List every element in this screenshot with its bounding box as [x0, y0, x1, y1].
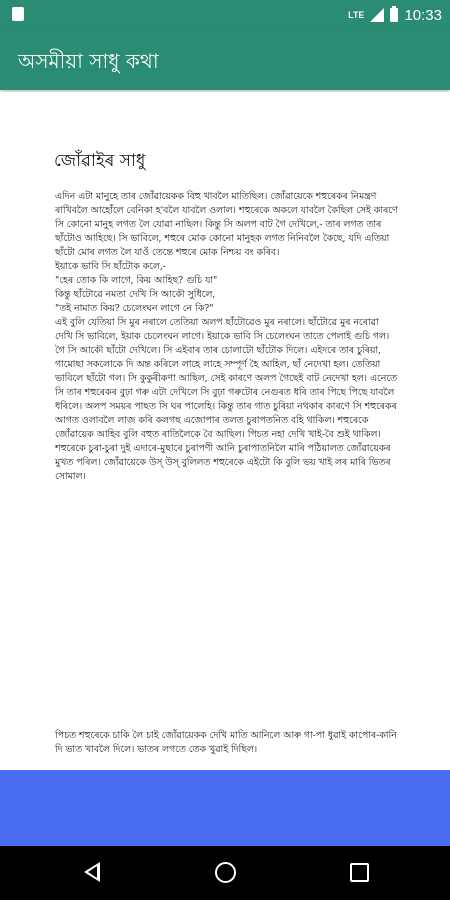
story-paragraph: কিন্তু ছাঁটোৱে নমতা দেখি সি আকৌ সুধিলে, — [55, 289, 216, 300]
ad-banner[interactable] — [0, 770, 450, 846]
story-content[interactable] — [0, 92, 450, 770]
clock: 10:33 — [404, 6, 442, 24]
story-paragraph: এই বুলি যেতিয়া সি মুৰ নৰালে তেতিয়া অলপ ছাঁটোৱেও মুৰ নৰালে। ছাঁটোৱে মুৰ নৰোৱা দেখি সি ভাবিলে, ইয়াক চেলেংঘন লাগে। ইয়াকে ভাবি সি চেলেংঘন তাতে পেলাই গুচি গল। গৈ সি আকৌ ছাঁটো দেখিলে। সি এইবাৰ তাৰ চোলাটো ছাঁটোক দিলে। এইদৰে তাৰ চুৰিয়া, গামোছা সকলোকে দি অন্ত কৰিলে লাহে লাহে সম্পূৰ্ণ হৈ আহিল, ছাঁ নেদেখা হল। তেতিয়া ভাবিলে ছাঁটো গল। সি কুকুৰীকণা আছিল, সেই কাৰণে অলপ গৈছেই বাট নেদেখা হল। এনেতে সি তাৰ শহুৰেকৰ বুঢ়া গৰু এটা দেখিলে সি বুঢ়া গৰুটোৰ নেগুৰত ধৰি তাৰ পিছে পিছে যাবলৈ ধৰিলে। অলপ সময়ৰ পাছত সি ঘৰ পালেহি। কিন্তু তাৰ গাত চুৰিয়া নথকাৰ কাৰণে সি শহুৰেকৰ আগত ওলাবলৈ লাজ কৰি কলগছ এজোপাৰ তলত চুৰাপতনিত বহি থাকিল। শহুৰেকে জোঁৱায়েক আহিব বুলি বহুত ৰাতিলৈকে বৈ আছিল। পিচত নহা দেখি খাই-বৈ শুই থাকিল। শহুৰেকে চুৰা-চুৰা দুই এদাৰে-মুছাৰে চুৰাপণী আনি চুৰাপাতনিলৈ মাৰি পঠিয়ালত জোঁৱায়েকৰ মুখত পৰিল। জোঁৱায়েকে উস্ উস্ বুলিলত শহুৰেকে এইটো কি বুলি ভয় খাই লৰ মাৰি ভিতৰ সোমাল। — [55, 317, 398, 482]
story-body — [55, 190, 399, 484]
story-paragraph: "তই নামাত কিয়? চেলেংঘন লাগে নে কি?" — [55, 303, 214, 314]
recents-icon[interactable] — [350, 863, 369, 882]
system-navigation-bar — [0, 846, 450, 900]
story-paragraph: ইয়াকে ভাবি সি ছাঁটোক কলে,- — [55, 261, 166, 272]
notification-icon — [12, 7, 24, 21]
battery-icon — [390, 8, 398, 22]
story-paragraph: "হেৰ তোক কি লাগে, কিয় আহিছ? গুচি যা" — [55, 275, 218, 286]
app-bar — [0, 30, 450, 90]
status-bar — [0, 0, 450, 30]
story-title: জোঁৱাইৰ সাধু — [54, 151, 146, 171]
story-continuation: পিচত শহুৰেকে চাকি লৈ চাই জোঁৱায়েকক দেখি মাতি আনিলে আৰু গা-পা ধুৱাই কাপোৰ-কানি দি ভাত খাবলৈ দিলে। ভাতৰ লগতে তেক খুৱাই দিছিল। — [55, 730, 397, 755]
signal-icon — [370, 8, 384, 22]
story-paragraph: এদিন এটা মানুহে তাৰ জোঁৱায়েকক বিহু খাবলৈ মাতিছিল। জোঁৱায়েকে শহুৰেকৰ নিমন্ত্ৰণ ৰাখিবলৈ আহোঁলে বেনিকা হ'বলৈ যাবলৈ ওলাল। শহুৰেকে অকলে যাবলৈ কৈছিল সেই কাৰণে সি কোনো মানুহ লগত লৈ যোৱা নাছিল। কিন্তু সি অলপ বাট গৈ দেখিলে,- তাৰ লগত তাৰ ছাঁটোও আহিছে। সি ভাবিলে, শহুৰে মোক কোনো মানুহক লগত নিনিবলৈ কৈছে, যদি এতিয়া ছাঁটো মোৰ লগত লৈ যাওঁ তেন্তে শহুৰে মোক নিশ্চয় বং কৰিব। — [55, 191, 398, 258]
status-icons — [348, 5, 442, 25]
back-icon[interactable] — [84, 862, 100, 882]
home-icon[interactable] — [215, 862, 236, 883]
network-type: LTE — [348, 9, 365, 20]
app-title: অসমীয়া সাধু কথা — [18, 49, 159, 73]
